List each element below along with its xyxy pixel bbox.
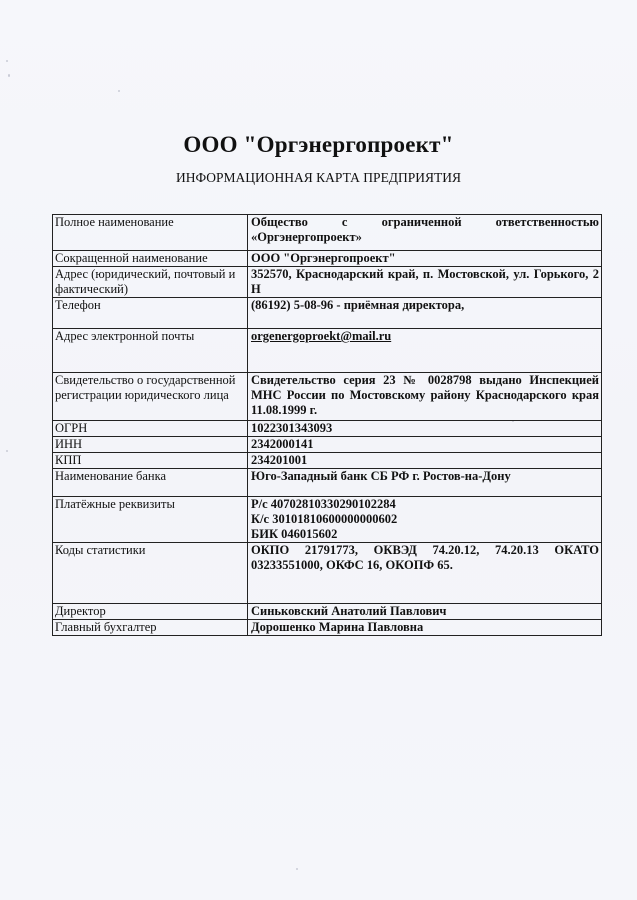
page-subtitle: ИНФОРМАЦИОННАЯ КАРТА ПРЕДПРИЯТИЯ — [175, 170, 462, 185]
page-title: ООО "Оргэнергопроект" — [183, 132, 454, 157]
row-value: 352570, Краснодарский край, п. Мостовской, ул. Горького, 2 Н — [248, 267, 602, 298]
company-info-table — [52, 214, 602, 636]
account-number: Р/с 40702810330290102284 — [251, 497, 396, 511]
row-label: Коды статистики — [53, 543, 248, 604]
row-label: Адрес (юридический, почтовый и фактический) — [53, 267, 248, 298]
row-value: 234201001 — [248, 453, 602, 469]
scan-speck — [6, 450, 8, 452]
table-row — [53, 497, 602, 543]
row-value: Свидетельство серия 23 № 0028798 выдано Инспекцией МНС России по Мостовскому району Краснодарского края 11.08.1999 г. — [248, 373, 602, 421]
bik: БИК 046015602 — [251, 527, 338, 541]
email-link[interactable]: orgenergoproekt@mail.ru — [248, 329, 602, 373]
table-row — [53, 267, 602, 298]
correspondent-account: К/с 30101810600000000602 — [251, 512, 398, 526]
table-row — [53, 215, 602, 251]
table-row — [53, 251, 602, 267]
row-label: Директор — [53, 604, 248, 620]
scan-speck — [296, 868, 298, 870]
table-row — [53, 329, 602, 373]
table-row — [53, 604, 602, 620]
table-row — [53, 421, 602, 437]
row-value: Юго-Западный банк СБ РФ г. Ростов-на-Дону — [248, 469, 602, 497]
row-value: (86192) 5-08-96 - приёмная директора, — [248, 298, 602, 329]
row-label: КПП — [53, 453, 248, 469]
scan-speck — [8, 74, 10, 77]
row-label: Полное наименование — [53, 215, 248, 251]
table-row — [53, 453, 602, 469]
scan-speck — [6, 60, 8, 62]
row-label: Главный бухгалтер — [53, 620, 248, 636]
row-value: ОКПО 21791773, ОКВЭД 74.20.12, 74.20.13 ОКАТО 03233551000, ОКФС 16, ОКОПФ 65. — [248, 543, 602, 604]
scan-speck — [118, 90, 120, 92]
table-row — [53, 543, 602, 604]
row-value: Дорошенко Марина Павловна — [248, 620, 602, 636]
row-value: ООО "Оргэнергопроект" — [248, 251, 602, 267]
row-value: Общество с ограниченной ответственностью «Оргэнергопроект» — [248, 215, 602, 251]
row-label: Платёжные реквизиты — [53, 497, 248, 543]
row-value: 2342000141 — [248, 437, 602, 453]
row-label: Сокращенной наименование — [53, 251, 248, 267]
row-label: Телефон — [53, 298, 248, 329]
table-row — [53, 298, 602, 329]
row-label: Адрес электронной почты — [53, 329, 248, 373]
row-value: 1022301343093 — [248, 421, 602, 437]
row-label: ОГРН — [53, 421, 248, 437]
row-value: Синьковский Анатолий Павлович — [248, 604, 602, 620]
row-value — [248, 497, 602, 543]
row-label: ИНН — [53, 437, 248, 453]
table-row — [53, 469, 602, 497]
table-row — [53, 620, 602, 636]
row-label: Наименование банка — [53, 469, 248, 497]
table-row — [53, 373, 602, 421]
table-row — [53, 437, 602, 453]
row-label: Свидетельство о государственной регистрации юридического лица — [53, 373, 248, 421]
